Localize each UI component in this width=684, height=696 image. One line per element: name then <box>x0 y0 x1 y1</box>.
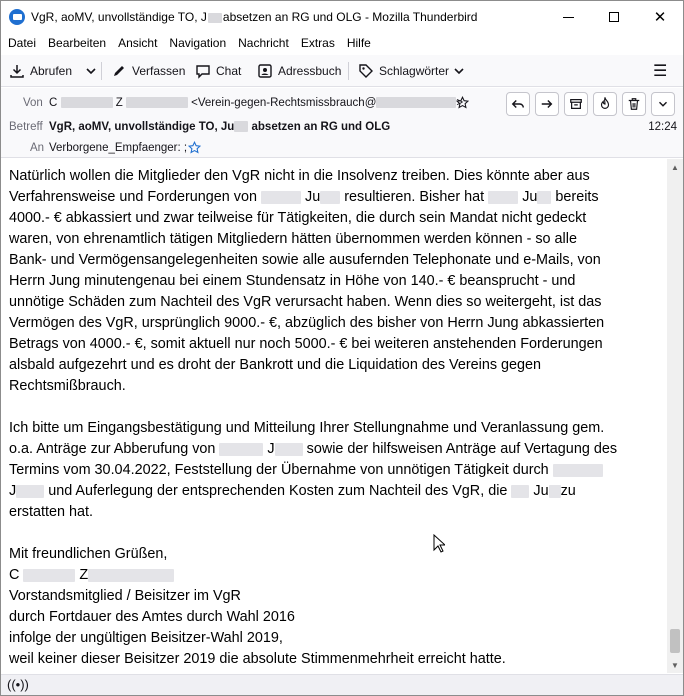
reply-icon <box>511 97 525 111</box>
to-label: An <box>30 142 45 154</box>
close-button[interactable] <box>637 1 683 33</box>
trash-icon <box>627 97 641 111</box>
wifi-signal-icon: ((•)) <box>7 677 29 692</box>
get-messages-button[interactable]: Abrufen <box>9 59 72 83</box>
thunderbird-logo-icon <box>9 9 25 25</box>
write-button[interactable]: Verfassen <box>111 59 185 83</box>
junk-button[interactable] <box>593 92 617 116</box>
message-body <box>1 159 667 673</box>
close-icon: ✕ <box>653 9 667 26</box>
chevron-down-icon <box>656 97 670 111</box>
minimize-button[interactable] <box>545 1 591 33</box>
from-value[interactable]: C Z <Verein-gegen-Rechtsmissbrauch@ > <box>49 97 464 109</box>
maximize-icon <box>609 12 619 22</box>
to-value[interactable]: Verborgene_Empfaenger: ; <box>49 142 188 154</box>
subject-value: VgR, aoMV, unvollständige TO, Ju absetzen an RG und OLG <box>49 121 391 133</box>
address-book-button[interactable]: Adressbuch <box>257 59 341 83</box>
mouse-cursor-icon <box>433 534 445 554</box>
scroll-down-icon[interactable]: ▼ <box>671 660 679 670</box>
menu-help[interactable]: Hilfe <box>346 36 371 50</box>
menu-edit[interactable]: Bearbeiten <box>48 36 107 50</box>
message-header <box>1 88 683 158</box>
flame-icon <box>598 97 612 111</box>
delete-button[interactable] <box>622 92 646 116</box>
body-paragraph: Ich bitte um Eingangsbestätigung und Mitteilung Ihrer Stellungnahme und Veranlassung gem. o.a. Anträge zur Abberufung von J sowie der hilfsweisen Anträge auf Vertagung des Termins vom 30.04.2022, Feststellung der Übernahme von unnötigen Tätigkeit durch J und Auferlegung der entsprechenden Kosten zum Nachteil des VgR, die Ju zu erstatten hat. <box>9 420 618 520</box>
menu-tools[interactable]: Extras <box>300 36 335 50</box>
message-time: 12:24 <box>648 121 677 133</box>
from-label: Von <box>23 97 43 109</box>
toolbar-separator <box>101 62 102 80</box>
scroll-thumb[interactable] <box>670 629 680 653</box>
message-scrollbar[interactable] <box>667 159 683 673</box>
forward-button[interactable] <box>535 92 559 116</box>
reply-button[interactable] <box>506 92 530 116</box>
star-icon[interactable] <box>456 96 469 109</box>
scroll-up-icon[interactable]: ▲ <box>671 162 679 172</box>
menu-message[interactable]: Nachricht <box>238 36 289 50</box>
redacted-name <box>126 97 188 108</box>
menu-bar <box>1 33 683 53</box>
body-paragraph: Natürlich wollen die Mitglieder den VgR nicht in die Insolvenz treiben. Dies könnte aber aus Verfahrensweise und Forderungen von Ju resultieren. Bisher hat Ju bereits 4000.- € abkassiert und zwar teilweise für Tätigkeiten, die durch sein Mandat nicht gedeckt waren, von ehrenamtlich tätigen Mitgliedern hätten übernommen werden können - so alle Bank- und Vermögensangelegenheiten sowie alle ausufernden Telephonate und e-Mails, von Herrn Jung minutengenau bei einem Stundensatz in Höhe von 140.- € beansprucht - und unnötige Schäden zum Nachteil des VgR verursacht haben. Wenn dies so weitergeht, ist das Vermögen des VgR, ursprünglich 9000.- €, abzüglich des bisher von Herrn Jung abkassierten Betrags von 4000.- €, somit aktuell nur noch 5000.- € bei weiteren anstehenden Forderungen alsbald aufgezehrt und es droht der Bankrott und die Liquidation des Vereins gegen Rechtsmißbrauch. <box>9 168 605 394</box>
pencil-icon <box>111 63 127 79</box>
redacted-name <box>61 97 113 108</box>
hamburger-icon: ☰ <box>653 63 668 80</box>
tag-icon <box>358 63 374 79</box>
menu-navigation[interactable]: Navigation <box>169 36 227 50</box>
download-icon <box>9 63 25 79</box>
minimize-icon <box>563 17 574 18</box>
main-toolbar <box>1 55 683 87</box>
forward-icon <box>540 97 554 111</box>
archive-button[interactable] <box>564 92 588 116</box>
status-bar <box>1 674 683 695</box>
window-title: VgR, aoMV, unvollständige TO, J absetzen an RG und OLG - Mozilla Thunderbird <box>31 10 478 24</box>
more-button[interactable] <box>651 92 675 116</box>
chevron-down-icon <box>451 63 467 79</box>
menu-view[interactable]: Ansicht <box>118 36 158 50</box>
chevron-down-icon <box>83 63 99 79</box>
tags-button[interactable]: Schlagwörter <box>358 59 467 83</box>
app-menu-button[interactable] <box>653 59 667 83</box>
signature-block: Mit freundlichen Grüßen, C Z Vorstandsmitglied / Beisitzer im VgR durch Fortdauer des Amtes durch Wahl 2016 infolge der ungültigen Beisitzer-Wahl 2019, weil keiner dieser Beisitzer 2019 die absolute Stimmenmehrheit erreicht hatte. <box>9 546 506 667</box>
toolbar-separator <box>348 62 349 80</box>
archive-icon <box>569 97 583 111</box>
title-bar <box>1 1 683 33</box>
address-book-icon <box>257 63 273 79</box>
chat-button[interactable]: Chat <box>195 59 241 83</box>
chat-bubble-icon <box>195 63 211 79</box>
menu-file[interactable]: Datei <box>8 36 37 50</box>
maximize-button[interactable] <box>591 1 637 33</box>
subject-label: Betreff <box>9 121 43 133</box>
redacted-email <box>376 97 456 108</box>
star-icon[interactable] <box>188 141 201 154</box>
